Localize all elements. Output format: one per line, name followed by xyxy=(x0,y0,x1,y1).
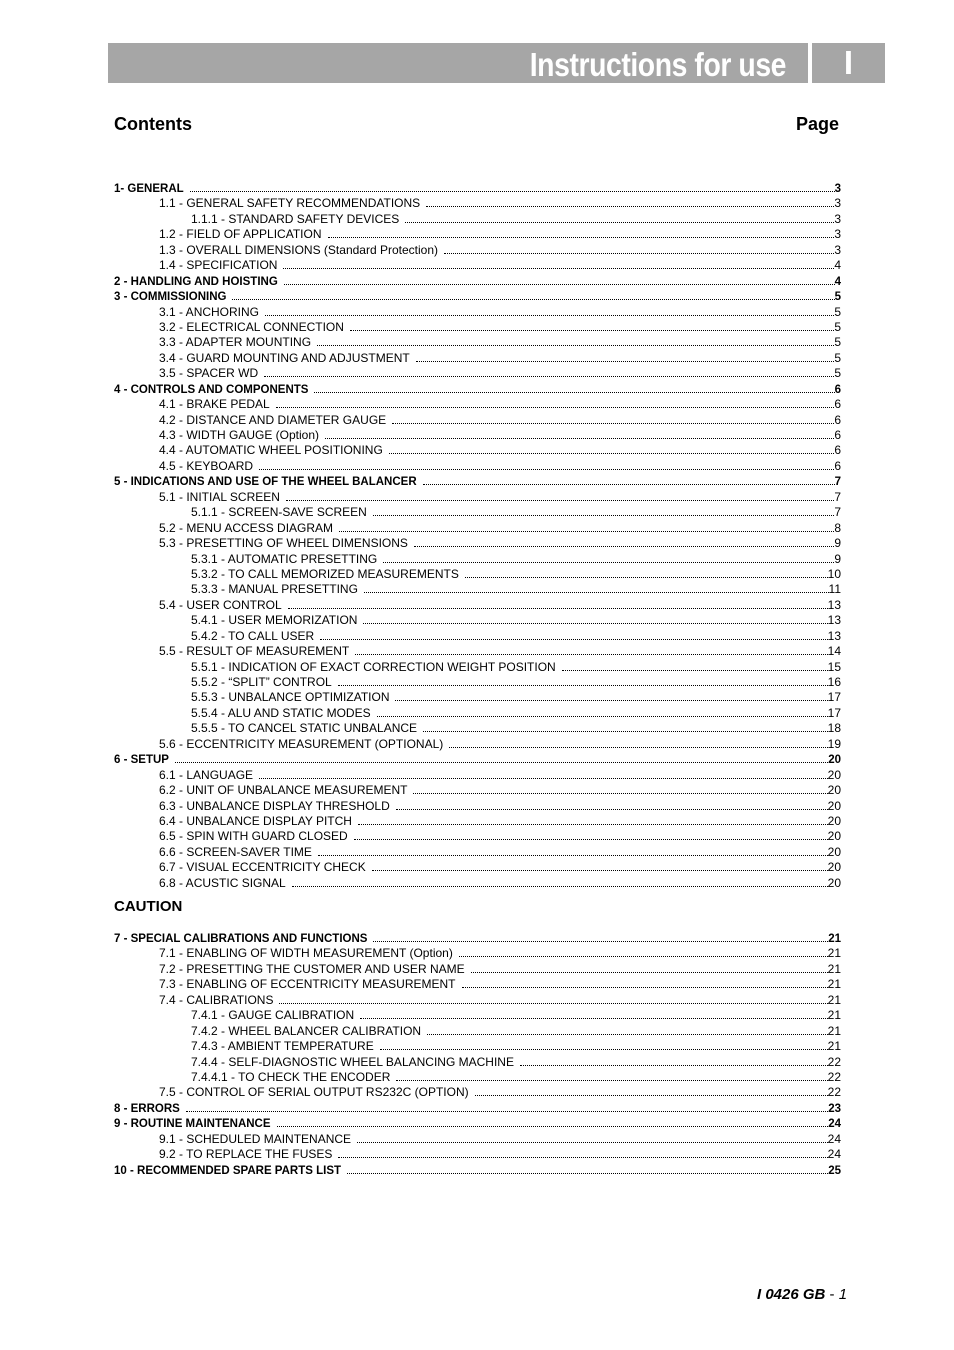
toc-entry-page: 14 xyxy=(827,644,841,659)
toc-entry-page: 22 xyxy=(827,1069,841,1084)
toc-entry-title: 5.5.1 - INDICATION OF EXACT CORRECTION WEIGHT POSITION xyxy=(191,659,556,674)
toc-leader-dots xyxy=(389,438,835,454)
toc-entry-page: 21 xyxy=(827,1039,841,1054)
toc-leader-dots xyxy=(292,871,828,887)
toc-entry-page: 6 xyxy=(834,443,841,458)
toc-leader-dots xyxy=(427,1019,828,1035)
toc-entry-page: 19 xyxy=(827,736,841,751)
toc-leader-dots xyxy=(360,1003,827,1019)
toc-leader-dots xyxy=(317,330,834,346)
toc-entry-title: 5.3.2 - TO CALL MEMORIZED MEASUREMENTS xyxy=(191,566,459,581)
toc-entry-title: 9.1 - SCHEDULED MAINTENANCE xyxy=(159,1131,352,1146)
toc-leader-dots xyxy=(186,1096,828,1112)
toc-entry-page: 6 xyxy=(834,428,841,442)
toc-entry xyxy=(114,747,841,767)
toc-entry-page: 4 xyxy=(834,258,841,273)
toc-leader-dots xyxy=(279,988,827,1004)
toc-leader-dots xyxy=(383,547,834,563)
toc-leader-dots xyxy=(259,454,834,470)
toc-entry-page: 21 xyxy=(828,933,841,945)
toc-entry-page: 21 xyxy=(827,1023,841,1038)
toc-entry-page: 13 xyxy=(827,613,841,628)
toc-entry-page: 3 xyxy=(834,183,841,195)
toc-entry-title: 3.1 - ANCHORING xyxy=(159,304,260,319)
toc-entry xyxy=(114,763,841,782)
toc-entry-title: 5 - INDICATIONS AND USE OF THE WHEEL BALANCER xyxy=(114,476,417,489)
toc-entry-title: 6.3 - UNBALANCE DISPLAY THRESHOLD xyxy=(159,798,390,813)
toc-entry-page: 10 xyxy=(827,566,841,581)
toc-entry-title: 6.4 - UNBALANCE DISPLAY PITCH xyxy=(159,813,352,828)
toc-entry-page: 21 xyxy=(827,946,841,961)
toc-entry-title: 3.3 - ADAPTER MOUNTING xyxy=(159,335,312,350)
section-tab: I xyxy=(812,43,885,83)
toc-leader-dots xyxy=(372,855,828,871)
toc-entry-title: 7.3 - ENABLING OF ECCENTRICITY MEASUREMENT xyxy=(159,977,456,992)
toc-entry-title: 4.4 - AUTOMATIC WHEEL POSITIONING xyxy=(159,443,383,458)
document-title: Instructions for use xyxy=(529,46,786,83)
toc-entry-page: 20 xyxy=(827,767,841,782)
toc-entry-title: 5.5.5 - TO CANCEL STATIC UNBALANCE xyxy=(191,721,418,736)
toc-entry-title: 7.1 - ENABLING OF WIDTH MEASUREMENT (Option) xyxy=(159,946,453,961)
contents-heading: Contents xyxy=(114,114,192,134)
toc-entry-title: 5.1 - INITIAL SCREEN xyxy=(159,489,280,504)
toc-entry-page: 3 xyxy=(834,211,841,226)
toc-leader-dots xyxy=(277,1111,829,1127)
toc-entry-page: 4 xyxy=(834,275,841,288)
toc-entry-page: 5 xyxy=(834,319,841,334)
toc-entry-page: 24 xyxy=(828,1118,841,1131)
toc-entry-title: 5.5.2 - “SPLIT” CONTROL xyxy=(191,675,332,689)
toc-entry-page: 13 xyxy=(827,597,841,612)
toc-entry-page: 6 xyxy=(834,383,841,396)
toc-entry-title: 3 - COMMISSIONING xyxy=(114,291,227,304)
toc-entry-title: 1.3 - OVERALL DIMENSIONS (Standard Protection) xyxy=(159,242,438,257)
toc-entry-title: 5.5 - RESULT OF MEASUREMENT xyxy=(159,644,350,659)
toc-leader-dots xyxy=(414,531,834,547)
toc-entry-page: 5 xyxy=(834,366,841,381)
toc-entry-title: 7.4.3 - AMBIENT TEMPERATURE xyxy=(191,1039,374,1054)
toc-entry xyxy=(114,1096,841,1115)
toc-entry-page: 3 xyxy=(834,242,841,257)
toc-entry-page: 20 xyxy=(827,844,841,859)
toc-entry-title: 1.1 - GENERAL SAFETY RECOMMENDATIONS xyxy=(159,196,421,211)
toc-entry-title: 7.4.2 - WHEEL BALANCER CALIBRATION xyxy=(191,1023,422,1038)
toc-entry-title: 6 - SETUP xyxy=(114,754,169,767)
toc-leader-dots xyxy=(413,778,827,794)
toc-entry-page: 3 xyxy=(834,196,841,211)
toc-entry-page: 20 xyxy=(827,798,841,813)
toc-leader-dots xyxy=(395,685,827,701)
toc-leader-dots xyxy=(325,423,834,439)
toc-entry-title: 5.5.3 - UNBALANCE OPTIMIZATION xyxy=(191,690,390,705)
toc-entry-page: 24 xyxy=(827,1147,841,1162)
page-column-heading: Page xyxy=(796,114,840,134)
toc-leader-dots xyxy=(284,269,835,285)
toc-entry-title: 7.4.4.1 - TO CHECK THE ENCODER xyxy=(191,1069,391,1084)
toc-entry-title: 1.1.1 - STANDARD SAFETY DEVICES xyxy=(191,211,400,226)
toc-entry-page: 20 xyxy=(827,875,841,890)
toc-entry-page: 21 xyxy=(827,977,841,992)
toc-leader-dots xyxy=(286,485,834,501)
toc-entry-title: 4 - CONTROLS AND COMPONENTS xyxy=(114,383,309,396)
toc-entry-title: 5.4.1 - USER MEMORIZATION xyxy=(191,613,358,628)
toc-entry-title: 5.3 - PRESETTING OF WHEEL DIMENSIONS xyxy=(159,536,408,551)
toc-leader-dots xyxy=(355,639,827,655)
caution-heading: CAUTION xyxy=(114,898,183,915)
toc-leader-dots xyxy=(288,593,828,609)
toc-entry-title: 4.1 - BRAKE PEDAL xyxy=(159,397,270,412)
toc-leader-dots xyxy=(363,608,827,624)
toc-entry-title: 1.4 - SPECIFICATION xyxy=(159,258,278,273)
toc-leader-dots xyxy=(350,315,834,331)
toc-leader-dots xyxy=(562,655,828,671)
toc-entry-title: 5.1.1 - SCREEN-SAVE SCREEN xyxy=(191,505,367,520)
toc-leader-dots xyxy=(423,716,828,732)
toc-entry-title: 3.5 - SPACER WD xyxy=(159,366,259,381)
toc-entry-title: 7 - SPECIAL CALIBRATIONS AND FUNCTIONS xyxy=(114,933,368,945)
toc-entry-page: 23 xyxy=(828,1102,841,1115)
toc-leader-dots xyxy=(347,1158,828,1174)
toc-entry-title: 3.2 - ELECTRICAL CONNECTION xyxy=(159,319,344,334)
toc-entry-title: 3.4 - GUARD MOUNTING AND ADJUSTMENT xyxy=(159,350,410,365)
toc-entry-title: 5.4.2 - TO CALL USER xyxy=(191,628,315,643)
toc-leader-dots xyxy=(475,1080,828,1096)
toc-entry-page: 6 xyxy=(834,397,841,412)
toc-leader-dots xyxy=(175,747,828,763)
toc-leader-dots xyxy=(338,1142,827,1158)
toc-entry-title: 7.2 - PRESETTING THE CUSTOMER AND USER NAME xyxy=(159,961,465,976)
toc-leader-dots xyxy=(283,253,834,269)
document-code: I 0426 GB xyxy=(757,1286,826,1303)
toc-leader-dots xyxy=(396,1065,827,1081)
toc-entry-title: 1.2 - FIELD OF APPLICATION xyxy=(159,227,322,242)
toc-entry-title: 4.2 - DISTANCE AND DIAMETER GAUGE xyxy=(159,412,387,427)
toc-leader-dots xyxy=(190,176,835,192)
toc-entry-title: 5.2 - MENU ACCESS DIAGRAM xyxy=(159,520,334,535)
toc-entry-title: 2 - HANDLING AND HOISTING xyxy=(114,275,278,288)
toc-leader-dots xyxy=(318,840,828,856)
toc-entry-page: 5 xyxy=(834,291,841,304)
table-of-contents-part-1 xyxy=(114,176,841,890)
toc-entry-page: 7 xyxy=(834,505,841,520)
toc-entry-page: 21 xyxy=(827,1008,841,1023)
toc-leader-dots xyxy=(423,469,835,485)
toc-leader-dots xyxy=(259,763,828,779)
toc-entry-title: 9 - ROUTINE MAINTENANCE xyxy=(114,1118,271,1131)
toc-entry-page: 21 xyxy=(827,992,841,1007)
toc-leader-dots xyxy=(520,1050,828,1066)
toc-entry xyxy=(114,176,841,195)
toc-leader-dots xyxy=(328,222,835,238)
toc-entry-page: 5 xyxy=(834,335,841,350)
toc-entry-page: 17 xyxy=(827,690,841,705)
toc-leader-dots xyxy=(396,794,828,810)
toc-leader-dots xyxy=(392,408,834,424)
toc-leader-dots xyxy=(338,670,828,686)
toc-entry-title: 4.3 - WIDTH GAUGE (Option) xyxy=(159,428,320,442)
toc-leader-dots xyxy=(320,624,827,640)
toc-entry-title: 1- GENERAL xyxy=(114,183,184,195)
toc-leader-dots xyxy=(416,346,835,362)
toc-leader-dots xyxy=(265,300,834,316)
page-number: 1 xyxy=(838,1286,848,1303)
toc-entry xyxy=(114,1111,841,1131)
toc-entry-page: 17 xyxy=(827,705,841,720)
toc-entry-page: 15 xyxy=(827,659,841,674)
toc-entry-page: 25 xyxy=(828,1164,841,1177)
toc-entry-page: 5 xyxy=(834,304,841,319)
toc-leader-dots xyxy=(444,238,834,254)
toc-entry-title: 7.4.1 - GAUGE CALIBRATION xyxy=(191,1008,355,1023)
toc-entry-page: 5 xyxy=(834,350,841,365)
footer-separator: - xyxy=(825,1286,839,1303)
toc-entry-title: 6.8 - ACUSTIC SIGNAL xyxy=(159,875,286,890)
toc-leader-dots xyxy=(449,732,827,748)
toc-leader-dots xyxy=(314,377,834,393)
toc-leader-dots xyxy=(354,824,828,840)
toc-entry-title: 6.6 - SCREEN-SAVER TIME xyxy=(159,844,312,859)
toc-entry-title: 6.2 - UNIT OF UNBALANCE MEASUREMENT xyxy=(159,783,408,798)
toc-entry-page: 13 xyxy=(827,628,841,643)
toc-leader-dots xyxy=(462,972,828,988)
toc-leader-dots xyxy=(426,191,834,207)
toc-leader-dots xyxy=(380,1034,828,1050)
toc-leader-dots xyxy=(405,207,834,223)
toc-entry-page: 9 xyxy=(834,536,841,551)
toc-leader-dots xyxy=(264,361,834,377)
toc-leader-dots xyxy=(276,392,835,408)
toc-entry-title: 6.7 - VISUAL ECCENTRICITY CHECK xyxy=(159,860,366,875)
toc-entry-page: 20 xyxy=(828,754,841,767)
toc-entry-page: 3 xyxy=(834,227,841,242)
toc-leader-dots xyxy=(358,809,828,825)
toc-entry-title: 9.2 - TO REPLACE THE FUSES xyxy=(159,1147,333,1162)
toc-entry-title: 4.5 - KEYBOARD xyxy=(159,458,254,473)
toc-entry-page: 16 xyxy=(827,675,841,689)
toc-entry-title: 8 - ERRORS xyxy=(114,1102,180,1115)
toc-entry-page: 24 xyxy=(827,1131,841,1146)
toc-entry-title: 5.6 - ECCENTRICITY MEASUREMENT (OPTIONAL) xyxy=(159,736,444,751)
toc-entry-page: 22 xyxy=(827,1054,841,1069)
toc-entry-page: 9 xyxy=(834,551,841,566)
toc-entry-page: 11 xyxy=(828,582,841,597)
toc-entry-title: 5.5.4 - ALU AND STATIC MODES xyxy=(191,705,371,720)
toc-entry-page: 20 xyxy=(827,829,841,844)
toc-entry-page: 6 xyxy=(834,458,841,473)
header-bar xyxy=(108,43,808,83)
page-footer xyxy=(757,1286,847,1303)
toc-entry-title: 7.4.4 - SELF-DIAGNOSTIC WHEEL BALANCING MACHINE xyxy=(191,1054,514,1069)
toc-leader-dots xyxy=(339,516,834,532)
toc-entry-page: 6 xyxy=(834,412,841,427)
toc-entry-title: 6.1 - LANGUAGE xyxy=(159,767,254,782)
toc-entry-page: 8 xyxy=(834,520,841,535)
toc-entry-page: 21 xyxy=(827,961,841,976)
toc-entry-title: 7.5 - CONTROL OF SERIAL OUTPUT RS232C (OPTION) xyxy=(159,1085,469,1100)
toc-leader-dots xyxy=(465,562,828,578)
toc-entry-title: 5.4 - USER CONTROL xyxy=(159,597,282,612)
toc-entry-title: 7.4 - CALIBRATIONS xyxy=(159,992,274,1007)
toc-leader-dots xyxy=(373,500,834,516)
toc-entry-title: 5.3.1 - AUTOMATIC PRESETTING xyxy=(191,551,378,566)
toc-leader-dots xyxy=(373,926,828,942)
toc-entry xyxy=(114,926,841,945)
toc-leader-dots xyxy=(471,957,828,973)
toc-entry-page: 22 xyxy=(827,1085,841,1100)
table-of-contents-part-2 xyxy=(114,926,841,1177)
toc-entry-title: 10 - RECOMMENDED SPARE PARTS LIST xyxy=(114,1164,342,1177)
toc-leader-dots xyxy=(364,577,829,593)
toc-entry-page: 20 xyxy=(827,860,841,875)
toc-entry-page: 20 xyxy=(827,783,841,798)
toc-leader-dots xyxy=(232,284,834,300)
toc-entry-title: 5.3.3 - MANUAL PRESETTING xyxy=(191,582,358,597)
toc-entry-page: 18 xyxy=(827,721,841,736)
toc-leader-dots xyxy=(377,701,828,717)
toc-leader-dots xyxy=(357,1127,828,1143)
toc-entry-title: 6.5 - SPIN WITH GUARD CLOSED xyxy=(159,829,348,844)
toc-leader-dots xyxy=(459,941,828,957)
toc-entry xyxy=(114,191,841,211)
toc-entry-page: 7 xyxy=(834,476,841,489)
toc-entry-page: 20 xyxy=(827,813,841,828)
toc-entry-page: 7 xyxy=(834,489,841,504)
